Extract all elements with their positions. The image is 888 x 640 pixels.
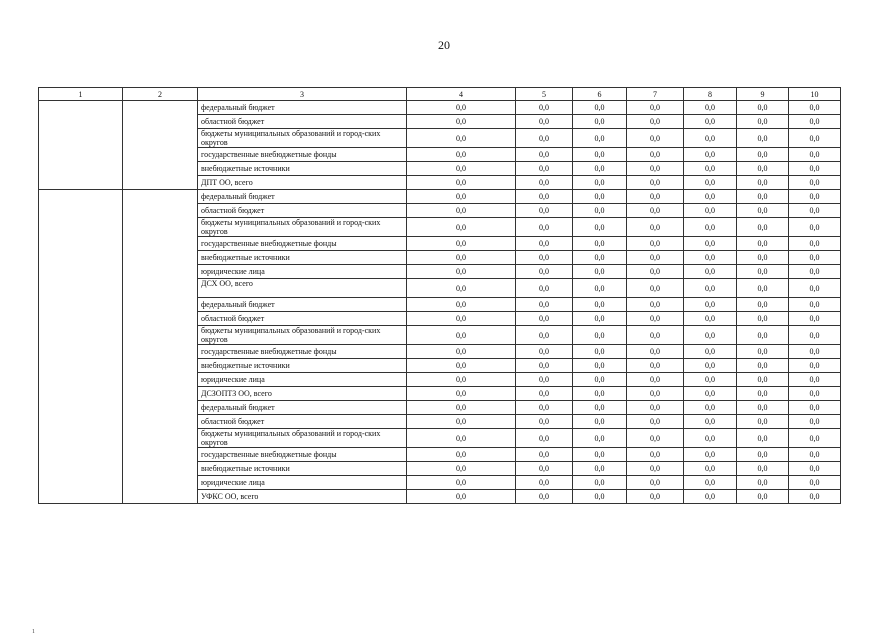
value-cell: 0,0 [573,462,627,476]
funding-source-label: государственные внебюджетные фонды [198,345,407,359]
value-cell: 0,0 [407,237,516,251]
value-cell: 0,0 [737,359,789,373]
value-cell: 0,0 [684,359,737,373]
value-cell: 0,0 [627,190,684,204]
group-name-cell [123,190,198,504]
value-cell: 0,0 [789,162,841,176]
value-cell: 0,0 [789,490,841,504]
value-cell: 0,0 [737,373,789,387]
value-cell: 0,0 [573,251,627,265]
value-cell: 0,0 [737,312,789,326]
value-cell: 0,0 [516,490,573,504]
value-cell: 0,0 [627,476,684,490]
budget-table [38,87,841,504]
value-cell: 0,0 [407,345,516,359]
value-cell: 0,0 [789,401,841,415]
value-cell: 0,0 [407,373,516,387]
funding-source-label: внебюджетные источники [198,162,407,176]
value-cell: 0,0 [573,345,627,359]
value-cell: 0,0 [684,490,737,504]
value-cell: 0,0 [737,176,789,190]
value-cell: 0,0 [573,373,627,387]
value-cell: 0,0 [407,326,516,345]
value-cell: 0,0 [789,312,841,326]
value-cell: 0,0 [627,326,684,345]
value-cell: 0,0 [516,359,573,373]
value-cell: 0,0 [737,162,789,176]
value-cell: 0,0 [627,129,684,148]
value-cell: 0,0 [684,176,737,190]
value-cell: 0,0 [737,129,789,148]
value-cell: 0,0 [789,359,841,373]
value-cell: 0,0 [684,251,737,265]
value-cell: 0,0 [627,218,684,237]
value-cell: 0,0 [789,387,841,401]
value-cell: 0,0 [789,148,841,162]
value-cell: 0,0 [516,237,573,251]
value-cell: 0,0 [737,448,789,462]
value-cell: 0,0 [407,265,516,279]
value-cell: 0,0 [407,279,516,298]
value-cell: 0,0 [684,373,737,387]
value-cell: 0,0 [573,101,627,115]
header-cell: 8 [684,88,737,101]
value-cell: 0,0 [684,204,737,218]
funding-source-label: федеральный бюджет [198,401,407,415]
value-cell: 0,0 [737,204,789,218]
value-cell: 0,0 [789,476,841,490]
value-cell: 0,0 [789,448,841,462]
group-name-cell [123,101,198,190]
value-cell: 0,0 [573,218,627,237]
value-cell: 0,0 [684,429,737,448]
value-cell: 0,0 [573,490,627,504]
header-cell: 3 [198,88,407,101]
funding-source-label: бюджеты муниципальных образований и город-ских округов [198,218,407,237]
value-cell: 0,0 [627,265,684,279]
value-cell: 0,0 [789,218,841,237]
funding-source-label: юридические лица [198,265,407,279]
value-cell: 0,0 [407,162,516,176]
value-cell: 0,0 [407,462,516,476]
value-cell: 0,0 [573,129,627,148]
value-cell: 0,0 [573,476,627,490]
value-cell: 0,0 [789,279,841,298]
value-cell: 0,0 [573,279,627,298]
value-cell: 0,0 [516,129,573,148]
funding-source-label: внебюджетные источники [198,359,407,373]
value-cell: 0,0 [573,401,627,415]
value-cell: 0,0 [573,176,627,190]
value-cell: 0,0 [684,401,737,415]
value-cell: 0,0 [737,345,789,359]
value-cell: 0,0 [684,345,737,359]
value-cell: 0,0 [516,162,573,176]
value-cell: 0,0 [737,101,789,115]
value-cell: 0,0 [684,448,737,462]
value-cell: 0,0 [573,265,627,279]
funding-source-label: федеральный бюджет [198,190,407,204]
value-cell: 0,0 [684,148,737,162]
value-cell: 0,0 [684,218,737,237]
value-cell: 0,0 [627,204,684,218]
group-number-cell [39,101,123,190]
table-row [39,101,841,115]
value-cell: 0,0 [407,129,516,148]
header-cell: 10 [789,88,841,101]
value-cell: 0,0 [627,373,684,387]
header-cell: 4 [407,88,516,101]
value-cell: 0,0 [789,176,841,190]
value-cell: 0,0 [573,387,627,401]
funding-source-label: государственные внебюджетные фонды [198,148,407,162]
value-cell: 0,0 [789,429,841,448]
value-cell: 0,0 [737,279,789,298]
value-cell: 0,0 [573,162,627,176]
value-cell: 0,0 [684,162,737,176]
header-cell: 2 [123,88,198,101]
value-cell: 0,0 [573,298,627,312]
value-cell: 0,0 [789,237,841,251]
value-cell: 0,0 [573,237,627,251]
value-cell: 0,0 [573,326,627,345]
value-cell: 0,0 [789,265,841,279]
value-cell: 0,0 [407,298,516,312]
value-cell: 0,0 [789,204,841,218]
value-cell: 0,0 [737,326,789,345]
value-cell: 0,0 [737,148,789,162]
value-cell: 0,0 [407,204,516,218]
value-cell: 0,0 [684,265,737,279]
table-body [39,88,841,504]
value-cell: 0,0 [573,115,627,129]
value-cell: 0,0 [407,101,516,115]
value-cell: 0,0 [789,190,841,204]
value-cell: 0,0 [407,448,516,462]
value-cell: 0,0 [737,401,789,415]
value-cell: 0,0 [516,115,573,129]
value-cell: 0,0 [627,429,684,448]
corner-mark: 1 [32,629,35,635]
value-cell: 0,0 [516,265,573,279]
value-cell: 0,0 [407,190,516,204]
funding-source-label: областной бюджет [198,115,407,129]
value-cell: 0,0 [737,265,789,279]
value-cell: 0,0 [684,129,737,148]
value-cell: 0,0 [627,298,684,312]
header-row [39,88,841,101]
value-cell: 0,0 [516,387,573,401]
funding-source-label: областной бюджет [198,204,407,218]
value-cell: 0,0 [407,251,516,265]
value-cell: 0,0 [627,387,684,401]
value-cell: 0,0 [573,359,627,373]
value-cell: 0,0 [516,218,573,237]
value-cell: 0,0 [737,429,789,448]
value-cell: 0,0 [516,448,573,462]
value-cell: 0,0 [516,401,573,415]
value-cell: 0,0 [407,476,516,490]
header-cell: 6 [573,88,627,101]
value-cell: 0,0 [627,237,684,251]
value-cell: 0,0 [737,387,789,401]
header-cell: 9 [737,88,789,101]
header-cell: 1 [39,88,123,101]
value-cell: 0,0 [627,176,684,190]
funding-source-label: юридические лица [198,476,407,490]
value-cell: 0,0 [737,251,789,265]
value-cell: 0,0 [407,218,516,237]
funding-source-label: бюджеты муниципальных образований и город-ских округов [198,326,407,345]
value-cell: 0,0 [573,312,627,326]
funding-source-label: юридические лица [198,373,407,387]
value-cell: 0,0 [627,490,684,504]
value-cell: 0,0 [516,176,573,190]
funding-source-label: УФКС ОО, всего [198,490,407,504]
value-cell: 0,0 [684,462,737,476]
funding-source-label: федеральный бюджет [198,298,407,312]
value-cell: 0,0 [516,298,573,312]
funding-source-label: ДСЗОПТЗ ОО, всего [198,387,407,401]
value-cell: 0,0 [407,176,516,190]
value-cell: 0,0 [516,101,573,115]
funding-source-label: внебюджетные источники [198,462,407,476]
value-cell: 0,0 [516,429,573,448]
value-cell: 0,0 [407,429,516,448]
value-cell: 0,0 [737,115,789,129]
group-number-cell [39,190,123,504]
value-cell: 0,0 [516,279,573,298]
value-cell: 0,0 [516,148,573,162]
value-cell: 0,0 [407,401,516,415]
value-cell: 0,0 [684,298,737,312]
value-cell: 0,0 [684,190,737,204]
value-cell: 0,0 [627,312,684,326]
value-cell: 0,0 [684,101,737,115]
value-cell: 0,0 [737,190,789,204]
value-cell: 0,0 [407,115,516,129]
value-cell: 0,0 [737,218,789,237]
value-cell: 0,0 [627,251,684,265]
value-cell: 0,0 [737,415,789,429]
value-cell: 0,0 [516,326,573,345]
value-cell: 0,0 [627,359,684,373]
value-cell: 0,0 [627,148,684,162]
value-cell: 0,0 [684,415,737,429]
funding-source-label: государственные внебюджетные фонды [198,448,407,462]
value-cell: 0,0 [684,115,737,129]
value-cell: 0,0 [573,204,627,218]
value-cell: 0,0 [684,326,737,345]
value-cell: 0,0 [737,476,789,490]
value-cell: 0,0 [573,415,627,429]
funding-source-label: областной бюджет [198,312,407,326]
value-cell: 0,0 [407,415,516,429]
value-cell: 0,0 [737,490,789,504]
table-row [39,190,841,204]
value-cell: 0,0 [407,359,516,373]
value-cell: 0,0 [627,162,684,176]
value-cell: 0,0 [737,298,789,312]
value-cell: 0,0 [789,345,841,359]
value-cell: 0,0 [627,101,684,115]
value-cell: 0,0 [516,251,573,265]
value-cell: 0,0 [789,115,841,129]
value-cell: 0,0 [684,312,737,326]
value-cell: 0,0 [737,462,789,476]
value-cell: 0,0 [407,148,516,162]
value-cell: 0,0 [789,415,841,429]
funding-source-label: государственные внебюджетные фонды [198,237,407,251]
value-cell: 0,0 [789,462,841,476]
value-cell: 0,0 [516,204,573,218]
value-cell: 0,0 [407,387,516,401]
value-cell: 0,0 [789,129,841,148]
funding-source-label: федеральный бюджет [198,101,407,115]
value-cell: 0,0 [684,476,737,490]
value-cell: 0,0 [516,190,573,204]
header-cell: 7 [627,88,684,101]
value-cell: 0,0 [573,429,627,448]
value-cell: 0,0 [789,101,841,115]
value-cell: 0,0 [516,462,573,476]
value-cell: 0,0 [573,448,627,462]
value-cell: 0,0 [573,190,627,204]
value-cell: 0,0 [627,115,684,129]
value-cell: 0,0 [789,326,841,345]
funding-source-label: внебюджетные источники [198,251,407,265]
value-cell: 0,0 [627,462,684,476]
header-cell: 5 [516,88,573,101]
funding-source-label: ДПТ ОО, всего [198,176,407,190]
value-cell: 0,0 [789,373,841,387]
value-cell: 0,0 [516,345,573,359]
value-cell: 0,0 [684,279,737,298]
funding-source-label: бюджеты муниципальных образований и город-ских округов [198,129,407,148]
value-cell: 0,0 [407,490,516,504]
funding-source-label: областной бюджет [198,415,407,429]
value-cell: 0,0 [516,476,573,490]
value-cell: 0,0 [627,415,684,429]
value-cell: 0,0 [789,251,841,265]
value-cell: 0,0 [627,448,684,462]
value-cell: 0,0 [573,148,627,162]
value-cell: 0,0 [627,279,684,298]
value-cell: 0,0 [407,312,516,326]
value-cell: 0,0 [627,345,684,359]
value-cell: 0,0 [516,373,573,387]
value-cell: 0,0 [516,312,573,326]
value-cell: 0,0 [516,415,573,429]
funding-source-label: бюджеты муниципальных образований и город-ских округов [198,429,407,448]
value-cell: 0,0 [684,237,737,251]
value-cell: 0,0 [737,237,789,251]
page-number: 20 [438,38,450,52]
value-cell: 0,0 [789,298,841,312]
value-cell: 0,0 [627,401,684,415]
funding-source-label: ДСХ ОО, всего [198,279,407,298]
value-cell: 0,0 [684,387,737,401]
